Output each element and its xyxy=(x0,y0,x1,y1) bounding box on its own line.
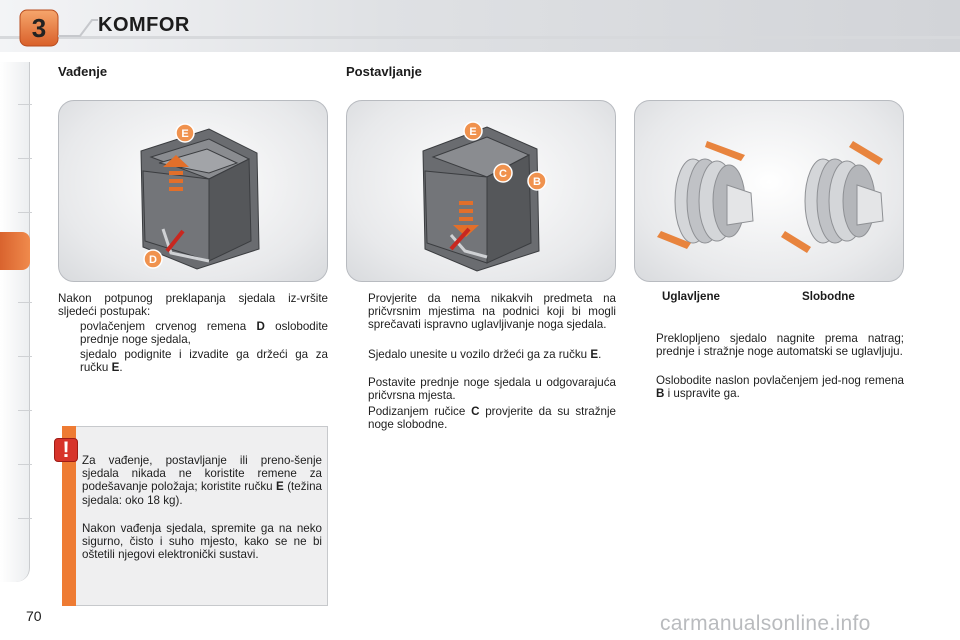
mechanism-note-text: Preklopljeno sjedalo nagnite prema natrag; prednje i stražnje noge automatski se uglavljuju. xyxy=(656,332,904,359)
callout-label: E xyxy=(469,126,477,138)
chapter-tab-rail xyxy=(0,62,30,582)
rail-tab xyxy=(18,464,32,465)
installation-step xyxy=(346,292,616,346)
warning-paragraph-1: Za vađenje, postavljanje ili preno-šenje sjedala nikada ne koristite remene za podešavanje položaja; koristite ručku E (težina sjedala: oko 18 kg). xyxy=(82,454,322,507)
installation-step xyxy=(346,405,616,433)
installation-step xyxy=(346,376,616,404)
rail-tab xyxy=(18,302,32,303)
page-number: 70 xyxy=(26,608,42,624)
rail-tab xyxy=(18,158,32,159)
installation-step-text: Podizanjem ručice C provjerite da su stražnje noge slobodne. xyxy=(368,405,616,432)
section-heading-removal: Vađenje xyxy=(58,64,108,79)
removal-step xyxy=(58,320,328,348)
chapter-number: 3 xyxy=(31,13,47,43)
mechanism-note xyxy=(634,332,904,372)
callout-label: D xyxy=(149,254,157,266)
watermark: carmanualsonline.info xyxy=(660,612,871,635)
exclamation-icon: ! xyxy=(62,437,70,462)
installation-step xyxy=(346,348,616,376)
rail-tab xyxy=(18,356,32,357)
callout-label: B xyxy=(533,176,541,188)
leg-locked xyxy=(657,141,753,249)
leg-mechanism-illustration xyxy=(634,100,904,282)
chapter-title: KOMFOR xyxy=(98,14,190,36)
installation-step-text: Postavite prednje noge sjedala u odgovarajuća pričvrsna mjesta. xyxy=(368,376,616,403)
installation-step-text: Sjedalo unesite u vozilo držeći ga za ručku E. xyxy=(368,348,602,361)
caption-locked: Uglavljene xyxy=(662,290,720,303)
callout-label: C xyxy=(499,168,507,180)
section-heading-installation: Postavljanje xyxy=(346,64,422,79)
rail-tab-active xyxy=(0,232,30,270)
installation-step-text: Provjerite da nema nikakvih predmeta na pričvrsnim mjestima na podnici koji bi mogli sprečavati ispravno uglavljivanje noga sjedala. xyxy=(368,292,616,332)
seat-installation-illustration xyxy=(346,100,616,282)
rail-tab xyxy=(18,104,32,105)
removal-step-text: povlačenjem crvenog remena D oslobodite prednje noge sjedala, xyxy=(80,320,328,347)
caption-free: Slobodne xyxy=(802,290,855,303)
leg-free xyxy=(781,141,883,253)
removal-step xyxy=(58,348,328,376)
warning-paragraph-2: Nakon vađenja sjedala, spremite ga na neko sigurno, čisto i suho mjesto, kako se ne bi oštetili njegovi elektronički sustavi. xyxy=(82,522,322,562)
callout-label: E xyxy=(181,128,189,140)
warning-box xyxy=(62,426,328,606)
rail-tab xyxy=(18,410,32,411)
removal-intro: Nakon potpunog preklapanja sjedala iz-vršite sljedeći postupak: xyxy=(58,292,328,319)
mechanism-note xyxy=(634,374,904,402)
header-tab-shape xyxy=(58,18,98,40)
seat-removal-illustration xyxy=(58,100,328,282)
mechanism-note-text: Oslobodite naslon povlačenjem jed-nog remena B i uspravite ga. xyxy=(656,374,904,401)
removal-step-text: sjedalo podignite i izvadite ga držeći ga za ručku E. xyxy=(80,348,328,375)
rail-tab xyxy=(18,212,32,213)
rail-tab xyxy=(18,518,32,519)
